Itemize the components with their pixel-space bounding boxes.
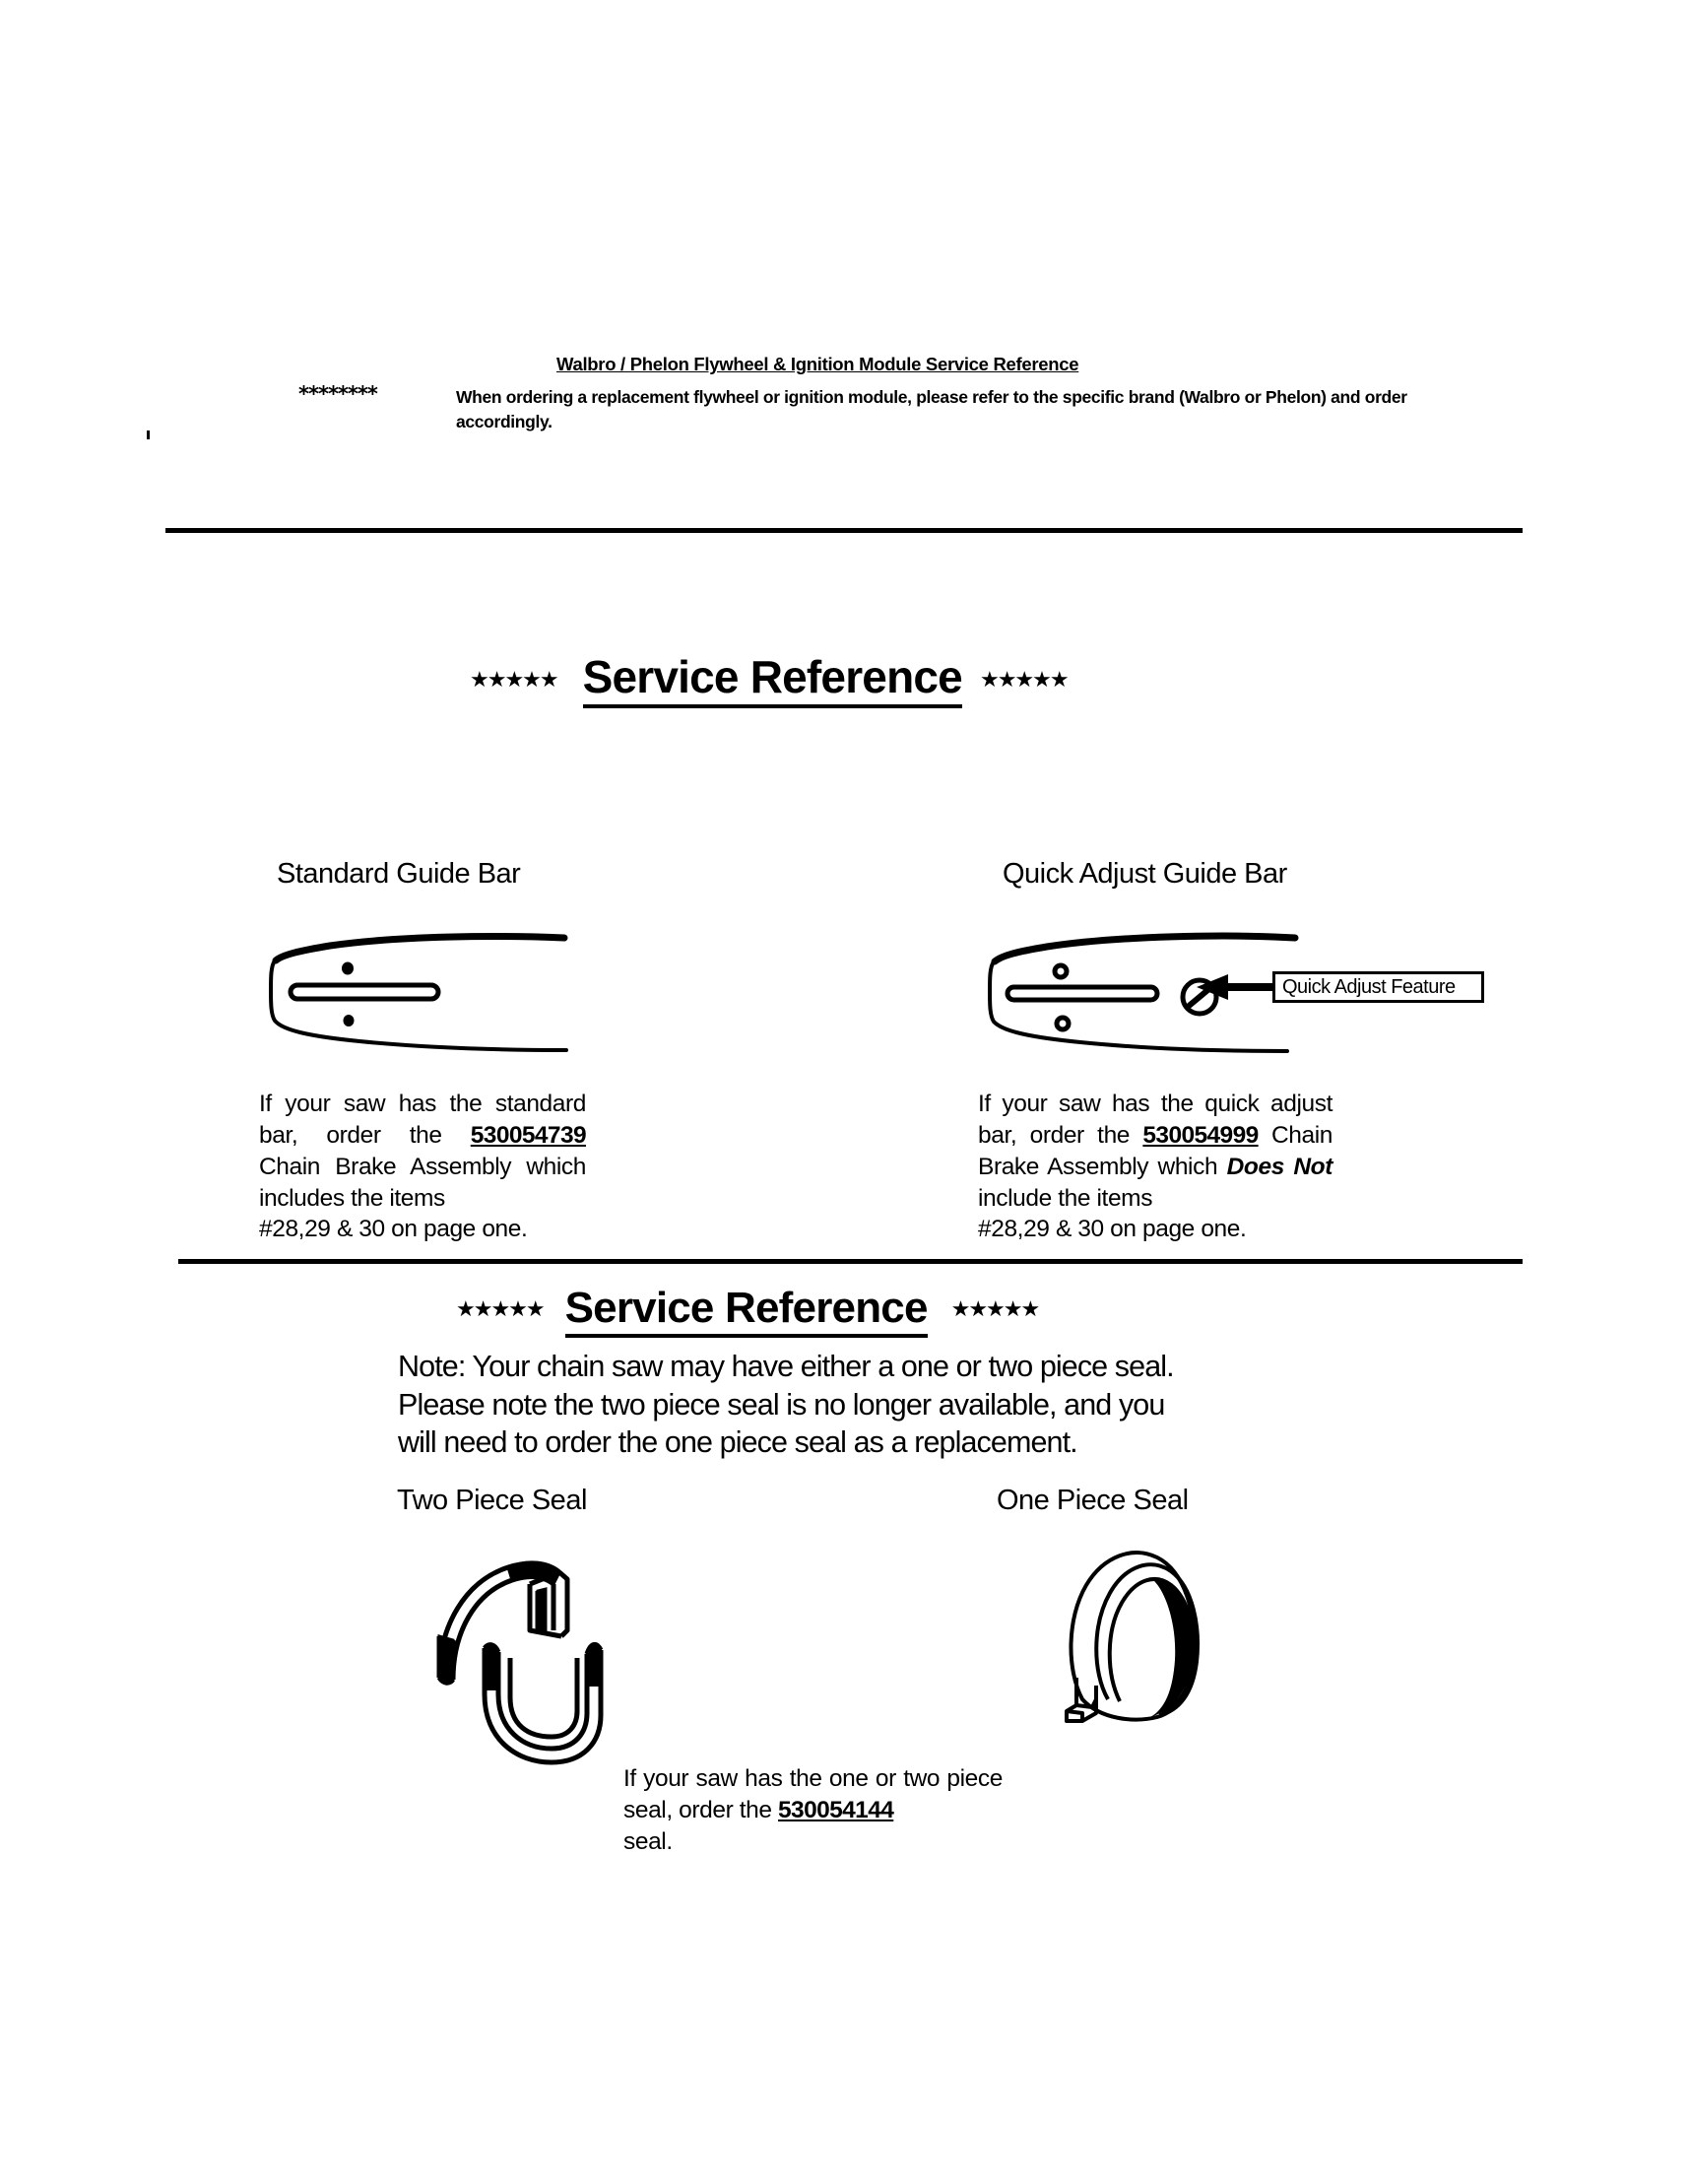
- stars-left-icon: ★★★★★: [470, 668, 557, 693]
- seal-note-line-2: Please note the two piece seal is no longer available, and you: [398, 1387, 1165, 1422]
- stars-right-icon: ★★★★★: [979, 668, 1068, 693]
- header-body-line-2: and order accordingly.: [456, 387, 1407, 431]
- seal-note-line-3: will need to order the one piece seal as a replacement.: [398, 1425, 1077, 1460]
- left-margin-tick-mark: [147, 430, 150, 439]
- standard-part-number: 530054739: [470, 1121, 586, 1149]
- quick-text-before: If your saw has the quick adjust bar, order the: [978, 1091, 1332, 1149]
- seal-note-paragraph: [398, 1348, 1265, 1462]
- quick-adjust-callout-label: Quick Adjust Feature: [1282, 976, 1456, 998]
- seal-order-text: [623, 1763, 1003, 1858]
- quick-last-line: #28,29 & 30 on page one.: [978, 1216, 1247, 1243]
- quick-emphasis-does-not: Does Not: [1226, 1153, 1332, 1180]
- standard-last-line: #28,29 & 30 on page one.: [259, 1216, 528, 1243]
- caption-two-piece-seal: Two Piece Seal: [397, 1485, 587, 1516]
- standard-text-before: If your saw has the standard bar, order the: [259, 1091, 586, 1149]
- seal-text-before: If your saw has the one or two piece seal, order the: [623, 1765, 1003, 1823]
- stars-right-icon-2: ★★★★★: [950, 1297, 1039, 1322]
- caption-quick-adjust-guide-bar: Quick Adjust Guide Bar: [1003, 858, 1287, 890]
- header-body: [456, 385, 1490, 434]
- standard-text-after: Chain Brake Assembly which includes the items: [259, 1153, 586, 1212]
- caption-one-piece-seal: One Piece Seal: [997, 1485, 1189, 1516]
- seal-last-line: seal.: [623, 1827, 673, 1855]
- service-reference-title-2: Service Reference: [565, 1284, 928, 1338]
- two-piece-seal-illustration: [414, 1532, 645, 1768]
- caption-standard-guide-bar: Standard Guide Bar: [277, 858, 521, 890]
- seal-part-number: 530054144: [778, 1796, 894, 1823]
- horizontal-divider-bottom: [178, 1259, 1523, 1264]
- horizontal-divider-top: [165, 528, 1523, 533]
- header-title: Walbro / Phelon Flywheel & Ignition Module Service Reference: [556, 354, 1079, 374]
- seal-note-line-1: Note: Your chain saw may have either a one or two piece seal.: [398, 1350, 1174, 1383]
- quick-adjust-order-text: [978, 1089, 1332, 1245]
- service-reference-heading-1: [470, 650, 1068, 708]
- header-body-line-1: When ordering a replacement flywheel or ignition module, please refer to the specific brand (Walbro or Phelon): [456, 387, 1327, 407]
- one-piece-seal-illustration: [1047, 1532, 1229, 1724]
- stars-left-icon-2: ★★★★★: [456, 1297, 544, 1322]
- header-asterisks: ********: [298, 382, 377, 406]
- service-reference-title-1: Service Reference: [583, 650, 962, 708]
- service-reference-heading-2: [456, 1284, 1038, 1338]
- quick-text-mid: Chain Brake Assembly which: [978, 1121, 1332, 1180]
- standard-guide-bar-illustration: [251, 926, 586, 1054]
- standard-bar-order-text: [259, 1089, 586, 1245]
- quick-part-number: 530054999: [1142, 1121, 1259, 1149]
- quick-text-after: include the items: [978, 1184, 1153, 1212]
